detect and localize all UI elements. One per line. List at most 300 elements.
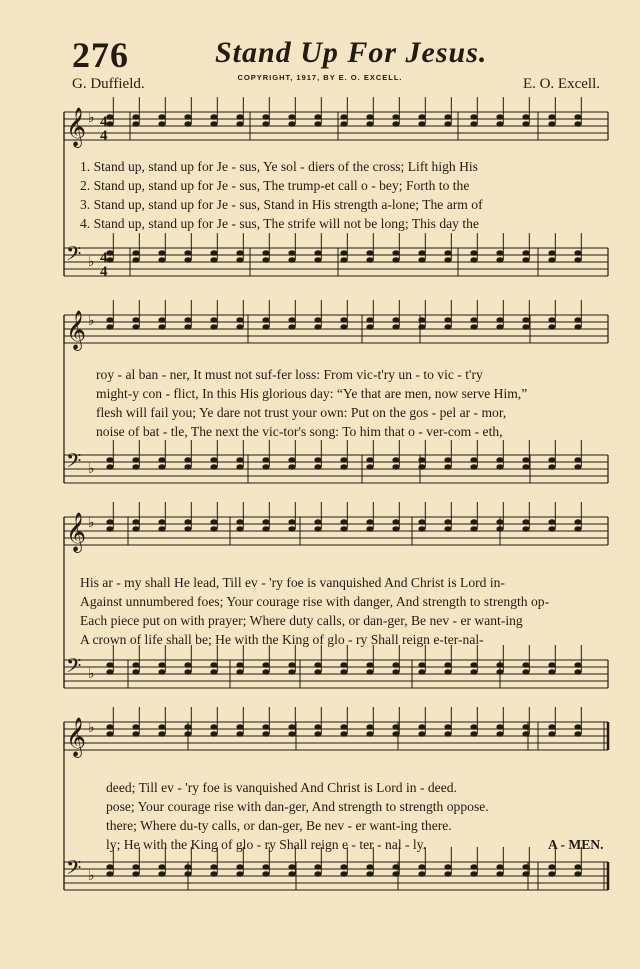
note-head [132, 724, 139, 730]
note-head [288, 457, 295, 463]
note-head [496, 257, 503, 263]
lyric-line: noise of bat - tle, The next the vic-tor's song: To him that o - ver-com - eth, [96, 424, 503, 439]
note-head [340, 662, 347, 668]
note-head [418, 324, 425, 330]
note-head [184, 669, 191, 675]
note-head [548, 121, 555, 127]
time-signature: 4 [100, 264, 108, 280]
note-head [262, 731, 269, 737]
note-head [340, 669, 347, 675]
note-head [418, 519, 425, 525]
note-head [522, 464, 529, 470]
note-head [366, 724, 373, 730]
note-head [288, 519, 295, 525]
note-head [288, 317, 295, 323]
note-head [236, 864, 243, 870]
note-head [210, 526, 217, 532]
flat-key-signature-icon: ♭ [88, 869, 95, 884]
note-head [496, 662, 503, 668]
note-head [470, 250, 477, 256]
note-head [288, 864, 295, 870]
note-head [210, 324, 217, 330]
note-head [132, 317, 139, 323]
note-head [184, 317, 191, 323]
note-head [236, 257, 243, 263]
note-head [340, 871, 347, 877]
note-head [184, 324, 191, 330]
note-head [158, 257, 165, 263]
flat-key-signature-icon: ♭ [88, 667, 95, 682]
note-head [158, 526, 165, 532]
note-head [444, 324, 451, 330]
note-head [184, 250, 191, 256]
note-head [444, 526, 451, 532]
note-head [314, 324, 321, 330]
note-head [262, 317, 269, 323]
flat-key-signature-icon: ♭ [88, 314, 95, 329]
note-head [288, 526, 295, 532]
note-head [548, 731, 555, 737]
note-head [470, 871, 477, 877]
note-head [314, 724, 321, 730]
note-head [496, 526, 503, 532]
note-head [236, 464, 243, 470]
note-head [366, 257, 373, 263]
note-head [288, 324, 295, 330]
note-head [132, 662, 139, 668]
note-head [574, 317, 581, 323]
note-head [444, 871, 451, 877]
note-head [444, 731, 451, 737]
note-head [366, 250, 373, 256]
note-head [132, 457, 139, 463]
note-head [288, 121, 295, 127]
lyric-line: roy - al ban - ner, It must not suf-fer loss: From vic-t'ry un - to vic - t'ry [96, 367, 483, 382]
note-head [574, 662, 581, 668]
note-head [314, 121, 321, 127]
note-head [548, 457, 555, 463]
note-head [262, 464, 269, 470]
note-head [444, 121, 451, 127]
note-head [496, 871, 503, 877]
note-head [418, 526, 425, 532]
note-head [132, 257, 139, 263]
note-head [418, 250, 425, 256]
note-head [314, 317, 321, 323]
note-head [548, 250, 555, 256]
note-head [158, 250, 165, 256]
note-head [444, 457, 451, 463]
note-head [236, 317, 243, 323]
lyric-line: ly; He with the King of glo - ry Shall reign e - ter - nal - ly. [106, 837, 427, 852]
lyric-line: there; Where du-ty calls, or dan-ger, Be nev - er want-ing there. [106, 818, 452, 833]
note-head [366, 526, 373, 532]
note-head [470, 324, 477, 330]
note-head [132, 121, 139, 127]
note-head [496, 864, 503, 870]
note-head [522, 724, 529, 730]
note-head [184, 864, 191, 870]
note-head [444, 464, 451, 470]
note-head [392, 250, 399, 256]
note-head [158, 457, 165, 463]
note-head [418, 121, 425, 127]
note-head [366, 662, 373, 668]
note-head [470, 662, 477, 668]
note-head [158, 724, 165, 730]
note-head [496, 250, 503, 256]
note-head [158, 871, 165, 877]
note-head [392, 871, 399, 877]
note-head [314, 864, 321, 870]
note-head [496, 724, 503, 730]
note-head [574, 324, 581, 330]
note-head [158, 121, 165, 127]
note-head [366, 871, 373, 877]
note-head [236, 526, 243, 532]
note-head [470, 526, 477, 532]
lyricist-credit: G. Duffield. [72, 76, 145, 92]
note-head [574, 121, 581, 127]
note-head [210, 317, 217, 323]
note-head [574, 257, 581, 263]
note-head [548, 864, 555, 870]
note-head [184, 457, 191, 463]
note-head [522, 114, 529, 120]
note-head [210, 464, 217, 470]
lyric-line: 3. Stand up, stand up for Je - sus, Stand in His strength a-lone; The arm of [80, 197, 483, 212]
note-head [366, 114, 373, 120]
note-head [236, 662, 243, 668]
note-head [470, 519, 477, 525]
note-head [444, 114, 451, 120]
note-head [236, 114, 243, 120]
note-head [132, 519, 139, 525]
note-head [548, 724, 555, 730]
note-head [392, 317, 399, 323]
note-head [522, 662, 529, 668]
note-head [314, 250, 321, 256]
note-head [392, 526, 399, 532]
note-head [574, 864, 581, 870]
note-head [574, 519, 581, 525]
note-head [522, 864, 529, 870]
note-head [236, 871, 243, 877]
note-head [262, 519, 269, 525]
note-head [470, 317, 477, 323]
note-head [574, 731, 581, 737]
note-head [158, 519, 165, 525]
note-head [210, 669, 217, 675]
copyright-notice: COPYRIGHT, 1917, BY E. O. EXCELL. [237, 73, 403, 82]
note-head [418, 871, 425, 877]
note-head [418, 114, 425, 120]
note-head [210, 724, 217, 730]
note-head [470, 464, 477, 470]
note-head [158, 731, 165, 737]
note-head [366, 457, 373, 463]
note-head [522, 526, 529, 532]
note-head [392, 257, 399, 263]
note-head [106, 519, 113, 525]
note-head [132, 464, 139, 470]
time-signature: 4 [100, 250, 108, 266]
composer-credit: E. O. Excell. [522, 76, 600, 92]
note-head [106, 324, 113, 330]
note-head [340, 257, 347, 263]
lyric-line: deed; Till ev - 'ry foe is vanquished And Christ is Lord in - deed. [106, 780, 457, 795]
note-head [106, 669, 113, 675]
note-head [444, 250, 451, 256]
note-head [496, 121, 503, 127]
flat-key-signature-icon: ♭ [88, 111, 95, 126]
note-head [470, 669, 477, 675]
note-head [366, 324, 373, 330]
hymn-number: 276 [72, 35, 129, 75]
note-head [262, 864, 269, 870]
note-head [288, 250, 295, 256]
hymn-title: Stand Up For Jesus. [215, 36, 488, 69]
lyric-line: 2. Stand up, stand up for Je - sus, The trump-et call o - bey; Forth to the [80, 178, 470, 193]
note-head [184, 257, 191, 263]
treble-clef-icon: 𝄞 [66, 312, 87, 349]
note-head [158, 324, 165, 330]
note-head [262, 669, 269, 675]
note-head [366, 864, 373, 870]
note-head [340, 864, 347, 870]
note-head [262, 526, 269, 532]
note-head [444, 662, 451, 668]
note-head [548, 464, 555, 470]
note-head [392, 121, 399, 127]
note-head [366, 519, 373, 525]
note-head [236, 121, 243, 127]
note-head [210, 519, 217, 525]
note-head [522, 250, 529, 256]
flat-key-signature-icon: ♭ [88, 721, 95, 736]
note-head [444, 317, 451, 323]
note-head [392, 457, 399, 463]
note-head [366, 121, 373, 127]
note-head [314, 457, 321, 463]
note-head [496, 457, 503, 463]
note-head [210, 257, 217, 263]
note-head [522, 731, 529, 737]
note-head [288, 257, 295, 263]
note-head [288, 114, 295, 120]
lyric-line: His ar - my shall He lead, Till ev - 'ry foe is vanquished And Christ is Lord in- [80, 575, 505, 590]
note-head [210, 121, 217, 127]
note-head [132, 871, 139, 877]
note-head [340, 731, 347, 737]
note-head [314, 257, 321, 263]
note-head [262, 871, 269, 877]
note-head [210, 250, 217, 256]
flat-key-signature-icon: ♭ [88, 255, 95, 270]
note-head [574, 526, 581, 532]
note-head [366, 731, 373, 737]
note-head [548, 114, 555, 120]
note-head [392, 669, 399, 675]
note-head [184, 526, 191, 532]
treble-clef-icon: 𝄞 [66, 719, 87, 756]
note-head [184, 121, 191, 127]
note-head [262, 324, 269, 330]
note-head [418, 724, 425, 730]
note-head [210, 864, 217, 870]
note-head [340, 324, 347, 330]
note-head [262, 662, 269, 668]
note-head [158, 864, 165, 870]
note-head [236, 669, 243, 675]
note-head [132, 114, 139, 120]
note-head [288, 724, 295, 730]
note-head [522, 317, 529, 323]
note-head [366, 669, 373, 675]
note-head [314, 519, 321, 525]
note-head [288, 662, 295, 668]
note-head [496, 519, 503, 525]
note-head [574, 114, 581, 120]
note-head [132, 324, 139, 330]
note-head [262, 250, 269, 256]
note-head [340, 121, 347, 127]
note-head [314, 662, 321, 668]
note-head [496, 324, 503, 330]
flat-key-signature-icon: ♭ [88, 516, 95, 531]
note-head [106, 724, 113, 730]
note-head [236, 457, 243, 463]
note-head [444, 724, 451, 730]
note-head [106, 317, 113, 323]
note-head [392, 731, 399, 737]
note-head [340, 250, 347, 256]
note-head [418, 864, 425, 870]
note-head [184, 114, 191, 120]
note-head [106, 457, 113, 463]
note-head [548, 526, 555, 532]
note-head [158, 464, 165, 470]
note-head [548, 871, 555, 877]
note-head [574, 250, 581, 256]
note-head [574, 724, 581, 730]
note-head [522, 257, 529, 263]
note-head [444, 519, 451, 525]
note-head [574, 871, 581, 877]
note-head [106, 731, 113, 737]
time-signature: 4 [100, 128, 108, 144]
note-head [184, 731, 191, 737]
note-head [366, 464, 373, 470]
treble-clef-icon: 𝄞 [66, 514, 87, 551]
note-head [288, 731, 295, 737]
bass-clef-icon: 𝄢 [66, 858, 82, 884]
note-head [262, 724, 269, 730]
note-head [366, 317, 373, 323]
note-head [314, 669, 321, 675]
note-head [418, 317, 425, 323]
note-head [132, 250, 139, 256]
note-head [444, 257, 451, 263]
note-head [210, 457, 217, 463]
note-head [132, 864, 139, 870]
note-head [210, 662, 217, 668]
note-head [548, 324, 555, 330]
note-head [314, 114, 321, 120]
note-head [158, 317, 165, 323]
note-head [418, 464, 425, 470]
bass-clef-icon: 𝄢 [66, 244, 82, 270]
note-head [392, 464, 399, 470]
note-head [106, 864, 113, 870]
note-head [236, 519, 243, 525]
note-head [522, 324, 529, 330]
note-head [132, 731, 139, 737]
note-head [470, 864, 477, 870]
note-head [314, 871, 321, 877]
note-head [314, 526, 321, 532]
note-head [496, 464, 503, 470]
note-head [340, 114, 347, 120]
note-head [470, 731, 477, 737]
note-head [314, 464, 321, 470]
note-head [522, 871, 529, 877]
flat-key-signature-icon: ♭ [88, 462, 95, 477]
note-head [470, 457, 477, 463]
note-head [548, 317, 555, 323]
note-head [288, 669, 295, 675]
note-head [340, 464, 347, 470]
note-head [210, 114, 217, 120]
note-head [236, 731, 243, 737]
note-head [418, 257, 425, 263]
bass-clef-icon: 𝄢 [66, 656, 82, 682]
note-head [340, 457, 347, 463]
note-head [444, 669, 451, 675]
note-head [574, 457, 581, 463]
note-head [470, 724, 477, 730]
note-head [340, 724, 347, 730]
note-head [444, 864, 451, 870]
note-head [262, 457, 269, 463]
note-head [522, 519, 529, 525]
note-head [184, 519, 191, 525]
lyric-line: might-y con - flict, In this His glorious day: “Ye that are men, now serve Him,” [96, 386, 528, 401]
note-head [210, 871, 217, 877]
note-head [548, 662, 555, 668]
note-head [106, 526, 113, 532]
note-head [470, 257, 477, 263]
note-head [418, 669, 425, 675]
note-head [106, 464, 113, 470]
note-head [418, 731, 425, 737]
note-head [470, 114, 477, 120]
lyric-line: Each piece put on with prayer; Where duty calls, or dan-ger, Be nev - er want-ing [80, 613, 523, 628]
note-head [496, 731, 503, 737]
note-head [184, 871, 191, 877]
note-head [522, 669, 529, 675]
note-head [548, 669, 555, 675]
lyric-line: flesh will fail you; Ye dare not trust your own: Put on the gos - pel ar - mor, [96, 405, 507, 420]
note-head [236, 250, 243, 256]
note-head [132, 669, 139, 675]
lyric-line: pose; Your courage rise with dan-ger, And strength to strength oppose. [106, 799, 489, 814]
note-head [132, 526, 139, 532]
note-head [574, 464, 581, 470]
note-head [392, 864, 399, 870]
note-head [184, 724, 191, 730]
note-head [522, 457, 529, 463]
